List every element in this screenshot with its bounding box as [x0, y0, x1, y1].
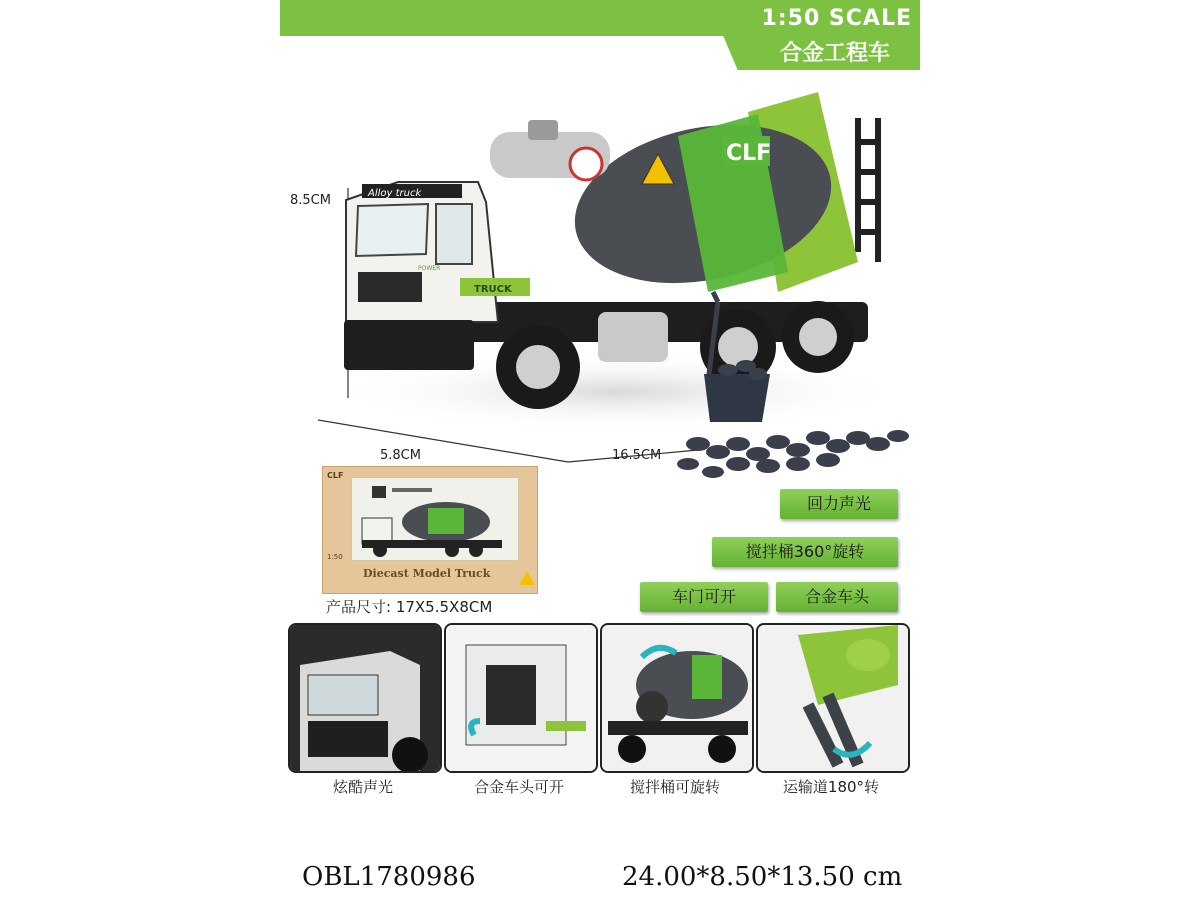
length-dimension: 16.5CM — [612, 448, 662, 463]
thumbnail-caption: 合金车头可开 — [473, 778, 564, 796]
cab-brand: Alloy truck — [368, 188, 422, 199]
thumbnail-caption: 搅拌桶可旋转 — [629, 778, 720, 796]
width-dimension: 5.8CM — [380, 448, 421, 463]
carton-size: 24.00*8.50*13.50 cm — [622, 862, 903, 892]
package-title: Diecast Model Truck — [363, 567, 491, 580]
package-box — [322, 466, 538, 594]
package-window — [351, 477, 519, 561]
feature-tag-alloy-cab: 合金车头 — [776, 582, 898, 612]
feature-tag-drum-rotate: 搅拌桶360°旋转 — [712, 537, 898, 567]
cab-power-text: POWER — [418, 265, 441, 272]
thumbnail-chute — [756, 623, 910, 773]
package-truck-image — [352, 478, 518, 560]
thumbnail-drum — [600, 623, 754, 773]
thumbnail-caption: 炫酷声光 — [332, 778, 393, 796]
thumbnail-door — [444, 623, 598, 773]
product-sheet — [280, 0, 920, 800]
feature-tag-pullback: 回力声光 — [780, 489, 898, 519]
thumbnail-caption: 运输道180°转 — [782, 778, 880, 796]
banner-subtitle: 合金工程车 — [779, 41, 890, 66]
drum-logo: CLF — [726, 141, 772, 166]
height-dimension: 8.5CM — [290, 193, 331, 208]
product-code: OBL1780986 — [302, 862, 476, 892]
scale-label: 1:50 SCALE — [761, 6, 912, 31]
package-scale: 1:50 — [327, 553, 343, 561]
product-size: 产品尺寸: 17X5.5X8CM — [326, 598, 493, 616]
package-logo: CLF — [327, 471, 344, 480]
feature-tag-doors: 车门可开 — [640, 582, 768, 612]
cab-side-text: TRUCK — [474, 284, 512, 295]
thumbnail-lights — [288, 623, 442, 773]
mixer-truck-image — [318, 92, 920, 482]
warning-icon — [519, 571, 535, 585]
